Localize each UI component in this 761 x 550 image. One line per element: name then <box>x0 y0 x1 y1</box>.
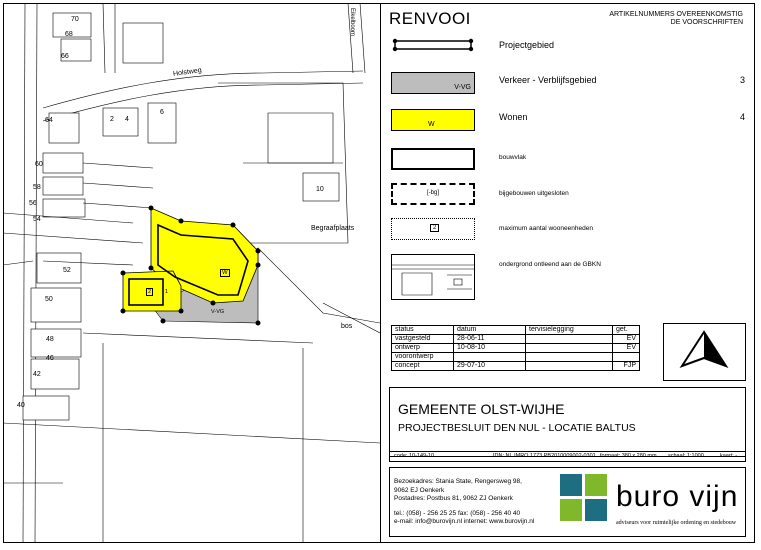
street-label-eikelboom: Eikelboom <box>349 8 355 37</box>
house-number: 4 <box>125 116 129 123</box>
table-row <box>392 335 640 344</box>
brand-name: buro vijn <box>616 480 739 513</box>
address-line: Bezoekadres: Stania State, Rengersweg 98, <box>394 478 522 485</box>
article-note <box>609 11 743 27</box>
house-number: 6 <box>160 109 164 116</box>
table-cell <box>526 353 613 362</box>
code-field: code: 10-149-10 <box>394 453 435 459</box>
title-block <box>389 387 746 457</box>
table-cell: 29-07-10 <box>454 362 526 371</box>
legend-symbol-verkeer <box>391 72 475 94</box>
house-number: 66 <box>61 53 69 60</box>
table-cell: ontwerp <box>392 344 454 353</box>
status-table <box>391 325 640 371</box>
format-field: formaat: 380 x 280 mm <box>600 453 657 459</box>
table-header: tervisielegging <box>526 326 613 335</box>
legend-symbol-bouwvlak <box>391 148 475 170</box>
legend-label: bijgebouwen uitgesloten <box>499 190 569 197</box>
idn-field: IDN: NL.IMRO.1773.PB2010009002-0301 <box>493 453 596 459</box>
legend-label: Projectgebied <box>499 40 555 50</box>
table-row <box>392 344 640 353</box>
address-line: e-mail: info@burovijn.nl internet: www.burovijn.nl <box>394 518 535 525</box>
legend-label: Wonen <box>499 112 528 122</box>
house-number: 42 <box>33 371 41 378</box>
table-cell <box>526 362 613 371</box>
legend-code: V-VG <box>454 84 471 91</box>
north-arrow-box <box>663 323 746 381</box>
legend-panel <box>380 3 755 543</box>
table-cell <box>526 344 613 353</box>
table-cell: 28-06-11 <box>454 335 526 344</box>
table-cell: vastgesteld <box>392 335 454 344</box>
zone-code-bg: 1 <box>165 289 169 295</box>
table-cell: EV <box>613 344 640 353</box>
house-number: 70 <box>71 16 79 23</box>
table-header: status <box>392 326 454 335</box>
legend-symbol-bijgebouwen <box>391 183 475 205</box>
brand-tagline: adviseurs voor ruimtelijke ordening en stedebouw <box>616 520 737 526</box>
address-line: 9062 EJ Oenkerk <box>394 486 445 494</box>
north-arrow-icon <box>664 324 745 380</box>
legend-code: W <box>428 121 435 128</box>
municipality-title: GEMEENTE OLST-WIJHE <box>398 401 565 417</box>
logo-mark-icon <box>560 474 610 524</box>
legend-label: bouwvlak <box>499 154 527 161</box>
house-number: 46 <box>46 355 54 362</box>
table-header-row <box>392 326 640 335</box>
plan-map-drawing <box>3 3 380 543</box>
legend-label: ondergrond ontleend aan de GBKN <box>499 261 601 268</box>
table-cell: voorontwerp <box>392 353 454 362</box>
legend-label: Verkeer - Verblijfsgebied <box>499 75 597 85</box>
plan-map <box>3 3 380 543</box>
house-number: 50 <box>45 296 53 303</box>
table-cell: concept <box>392 362 454 371</box>
zone-code-units: 2 <box>148 289 152 295</box>
house-number: 58 <box>33 184 41 191</box>
house-number: 10 <box>316 186 324 193</box>
table-cell <box>526 335 613 344</box>
code-row <box>389 451 746 462</box>
house-number: 64 <box>45 117 53 124</box>
article-number: 3 <box>739 75 745 85</box>
house-number: 68 <box>65 31 73 38</box>
house-number: 2 <box>110 116 114 123</box>
forest-label: bos <box>341 323 353 330</box>
house-number: 40 <box>17 402 25 409</box>
address-text <box>394 478 534 527</box>
street-label-holstweg: Holstweg <box>172 67 203 78</box>
table-header: datum <box>454 326 526 335</box>
zone-code-wonen: W <box>222 270 228 276</box>
legend-symbol-wonen <box>391 109 475 131</box>
house-number: 60 <box>35 161 43 168</box>
legend-label: maximum aantal wooneenheden <box>499 225 593 232</box>
table-cell: EV <box>613 335 640 344</box>
scale-field: schaal: 1:1000 <box>668 453 704 459</box>
address-line: tel.: (058) - 256 25 25 fax: (058) - 256 40 40 <box>394 509 521 517</box>
legend-code: 2 <box>430 224 439 232</box>
legend-code: [-bg] <box>427 190 440 196</box>
article-note-line: ARTIKELNUMMERS OVEREENKOMSTIG <box>609 11 743 18</box>
legend-symbol-projectgebied <box>391 36 475 54</box>
legend-symbol-gbkn <box>391 254 475 300</box>
cemetery-label: Begraafplaats <box>311 225 355 232</box>
table-row <box>392 362 640 371</box>
address-line: Postadres: Postbus 81, 9062 ZJ Oenkerk <box>394 495 513 502</box>
table-cell <box>454 353 526 362</box>
project-title: PROJECTBESLUIT DEN NUL - LOCATIE BALTUS <box>398 422 636 434</box>
gbkn-sample-icon <box>392 255 474 299</box>
article-number: 4 <box>739 112 745 122</box>
table-cell: 10-08-10 <box>454 344 526 353</box>
house-number: 52 <box>63 267 71 274</box>
map-number-field: kaart: - <box>720 453 738 459</box>
legend-symbol-wooneenheden <box>391 218 475 240</box>
article-note-line: DE VOORSCHRIFTEN <box>670 19 743 26</box>
address-block <box>389 467 746 537</box>
table-header: get. <box>613 326 640 335</box>
table-cell <box>613 353 640 362</box>
table-row <box>392 353 640 362</box>
house-number: 56 <box>29 200 37 207</box>
legend-title: RENVOOI <box>389 9 471 28</box>
house-number: 48 <box>46 336 54 343</box>
zone-code-verkeer: V-VG <box>211 309 225 315</box>
table-cell: FJP <box>613 362 640 371</box>
house-number: 54 <box>33 216 41 223</box>
